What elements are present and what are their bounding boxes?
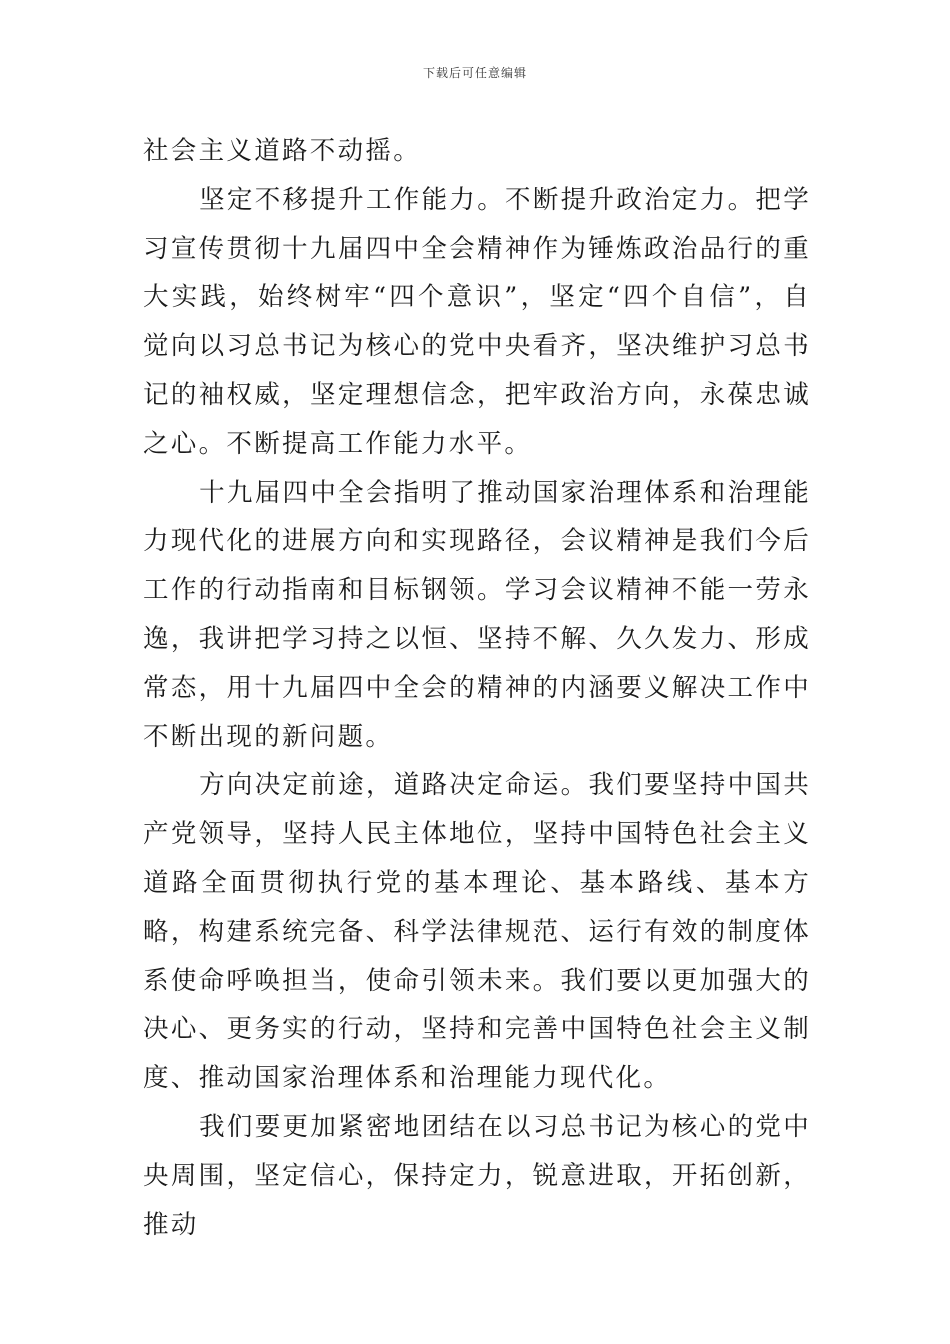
- paragraph-2: 坚定不移提升工作能力。不断提升政治定力。把学习宣传贯彻十九届四中全会精神作为锤炼政治品行的重大实践，始终树牢“四个意识”，坚定“四个自信”，自觉向以习总书记为核心的党中央看齐，坚决维护习总书记的袖权威，坚定理想信念，把牢政治方向，永葆忠诚之心。不断提高工作能力水平。: [143, 184, 811, 459]
- paragraph-1: 社会主义道路不动摇。: [143, 136, 422, 166]
- paragraph-4: 方向决定前途，道路决定命运。我们要坚持中国共产党领导，坚持人民主体地位，坚持中国特色社会主义道路全面贯彻执行党的基本理论、基本路线、基本方略，构建系统完备、科学法律规范、运行有效的制度体系使命呼唤担当，使命引领未来。我们要以更加强大的决心、更务实的行动，坚持和完善中国特色社会主义制度、推动国家治理体系和治理能力现代化。: [143, 770, 811, 1094]
- document-body: [143, 127, 811, 1249]
- paragraph-3: 十九届四中全会指明了推动国家治理体系和治理能力现代化的进展方向和实现路径，会议精神是我们今后工作的行动指南和目标钢领。学习会议精神不能一劳永逸，我讲把学习持之以恒、坚持不解、久久发力、形成常态，用十九届四中全会的精神的内涵要义解决工作中不断出现的新问题。: [143, 477, 811, 752]
- paragraph-5: 我们要更加紧密地团结在以习总书记为核心的党中央周围，坚定信心，保持定力，锐意进取，开拓创新，推动: [143, 1111, 811, 1240]
- page-header: 下载后可任意编辑: [422, 66, 527, 80]
